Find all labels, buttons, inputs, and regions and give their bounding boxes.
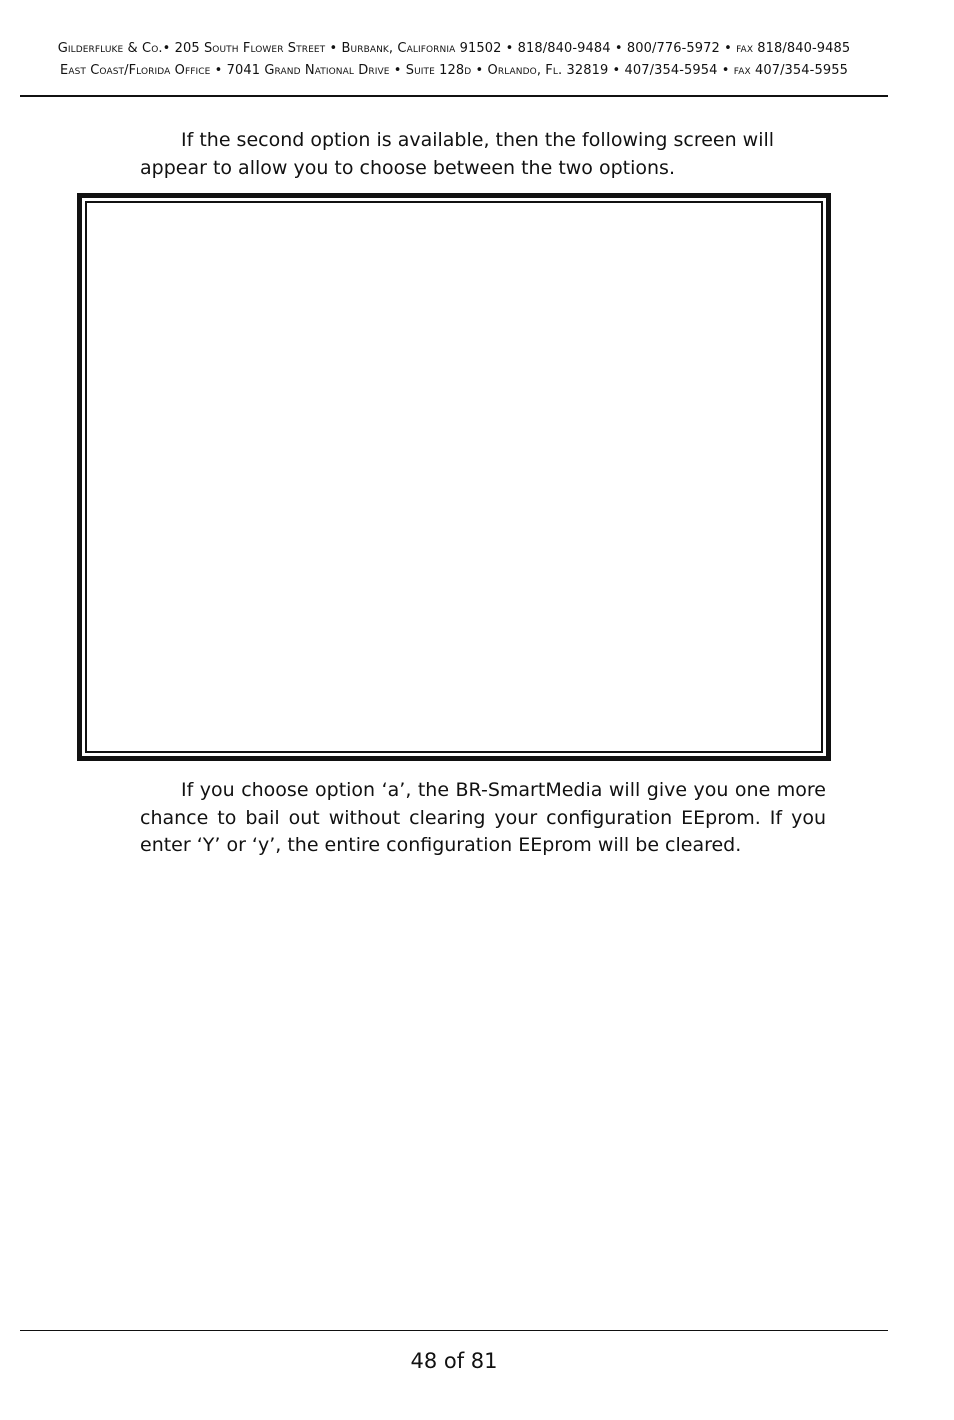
footer-divider bbox=[20, 1330, 888, 1331]
body-paragraph-option-a: If you choose option ‘a’, the BR-SmartMedia will give you one more chance to bail out without clearing your configuration EEprom. If you enter ‘Y’ or ‘y’, the entire configuration EEprom will be cleared. bbox=[140, 779, 826, 856]
letterhead-line-main-office: Gilderfluke & Co.• 205 South Flower Street • Burbank, California 91502 • 818/840-9484 • 800/776-5972 • fax 818/840-9485 bbox=[57, 41, 851, 56]
body-paragraph-intro: If the second option is available, then the following screen will appear to allow you to choose between the two options. bbox=[140, 129, 775, 179]
screen-capture-frame bbox=[77, 193, 831, 761]
header-divider bbox=[20, 95, 888, 97]
letterhead-line-east-coast-office: East Coast/Florida Office • 7041 Grand National Drive • Suite 128d • Orlando, Fl. 32819 • 407/354-5954 • fax 407/354-5955 bbox=[60, 63, 848, 78]
screen-capture-area bbox=[85, 201, 823, 753]
letterhead bbox=[20, 38, 888, 82]
page-number: 48 of 81 bbox=[410, 1349, 498, 1373]
